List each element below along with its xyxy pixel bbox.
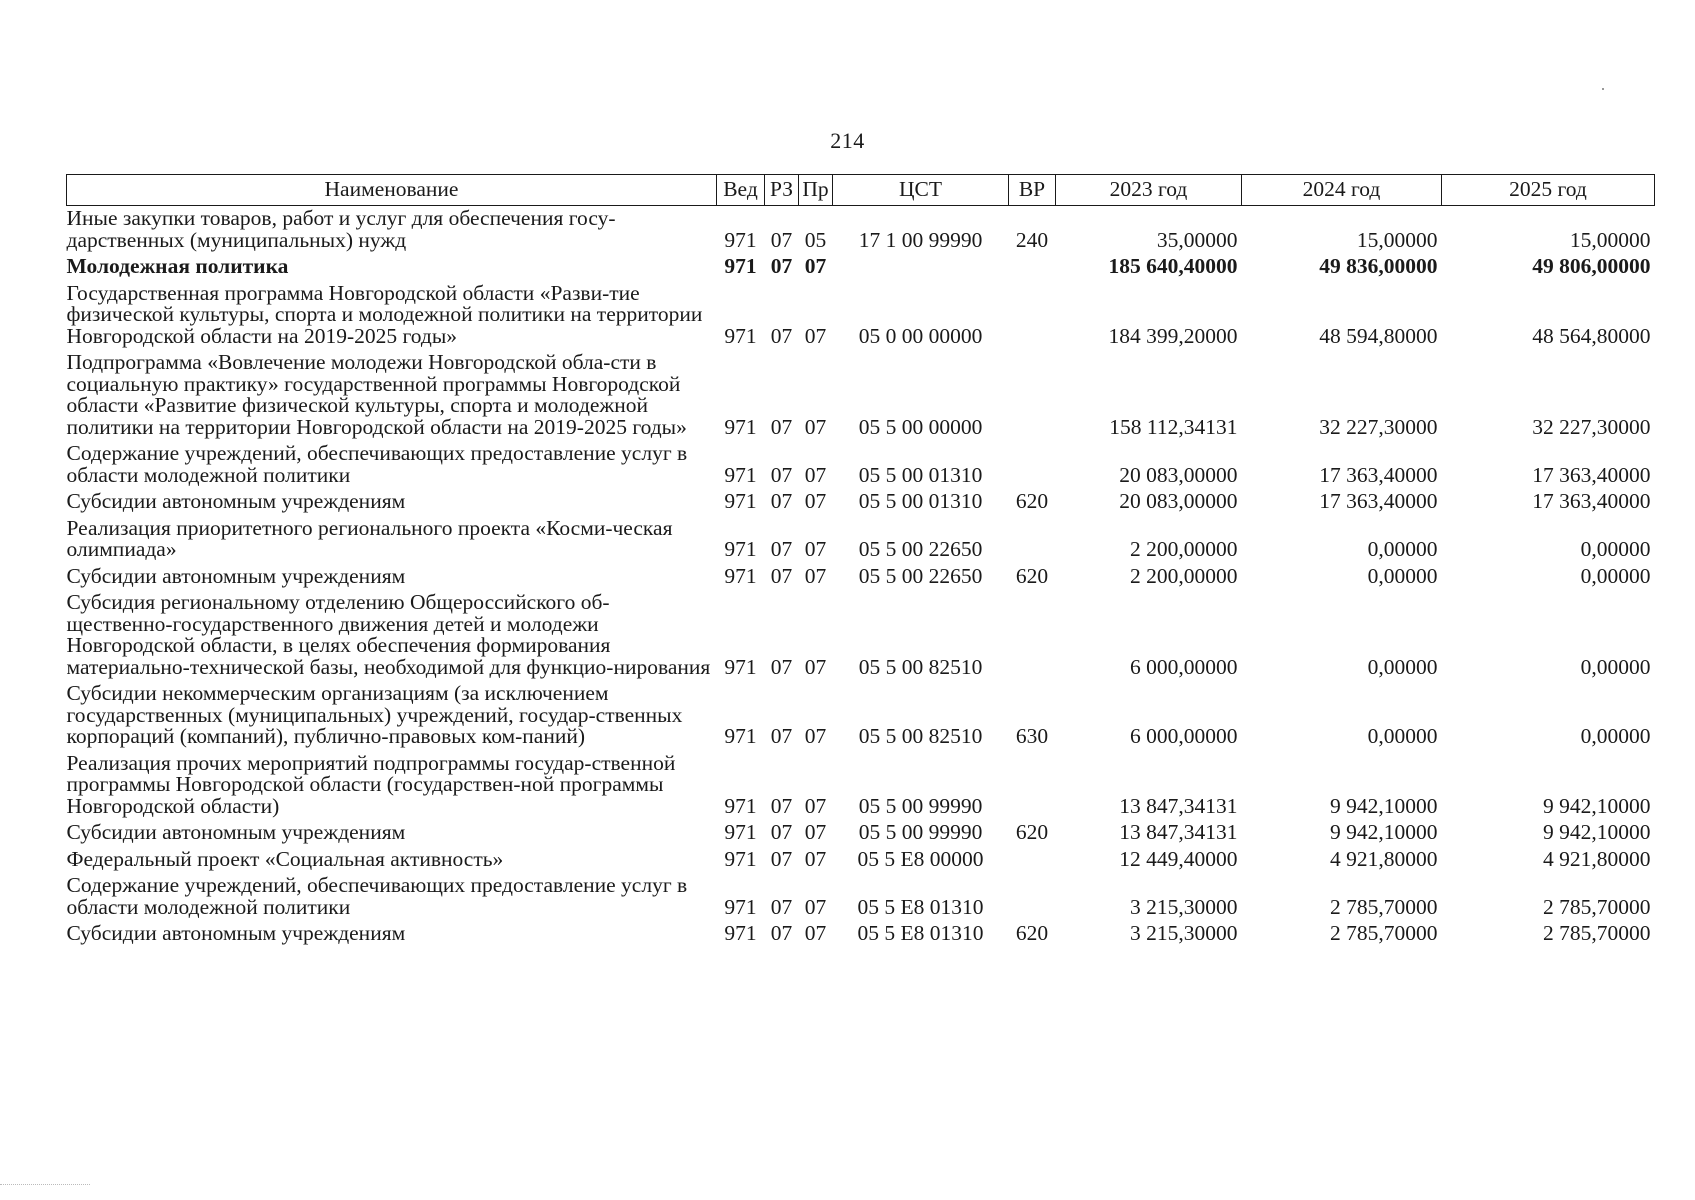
row-cst: 05 5 00 00000 (858, 414, 983, 439)
header-2024: 2024 год (1242, 175, 1442, 206)
table-row (67, 873, 1655, 921)
row-ved: 971 (724, 462, 757, 487)
table-row (67, 254, 1655, 281)
row-pr: 07 (804, 793, 827, 818)
row-amount-2023: 20 083,00000 (1119, 489, 1238, 513)
budget-table (66, 174, 1655, 948)
row-amount-2024: 0,00000 (1367, 537, 1438, 561)
row-pr: 07 (804, 537, 827, 561)
row-ved: 971 (724, 724, 757, 748)
row-name: Содержание учреждений, обеспечивающих предоставление услуг в области молодежной политики (66, 441, 688, 487)
row-amount-2025: 2 785,70000 (1543, 921, 1651, 945)
row-rz: 07 (770, 793, 793, 818)
table-row (67, 564, 1655, 591)
row-amount-2025: 9 942,10000 (1543, 793, 1651, 818)
table-row (67, 350, 1655, 441)
row-name: Молодежная политика (66, 254, 289, 278)
row-ved: 971 (724, 820, 757, 844)
row-pr: 07 (804, 323, 827, 348)
row-pr: 07 (804, 462, 827, 487)
row-pr: 07 (804, 563, 827, 588)
row-amount-2023: 13 847,34131 (1119, 793, 1238, 818)
row-name: Федеральный проект «Социальная активность» (66, 846, 504, 871)
row-vr: 620 (1015, 489, 1049, 513)
header-2025: 2025 год (1442, 175, 1655, 206)
row-rz: 07 (770, 414, 793, 439)
row-ved: 971 (724, 894, 757, 919)
row-name: Субсидии автономным учреждениям (66, 820, 406, 844)
row-amount-2024: 9 942,10000 (1330, 793, 1438, 818)
row-rz: 07 (770, 489, 793, 513)
header-rz: РЗ (765, 175, 799, 206)
row-cst (833, 254, 1009, 281)
row-vr: 620 (1015, 820, 1049, 844)
row-amount-2024: 2 785,70000 (1330, 921, 1438, 945)
row-ved: 971 (724, 846, 757, 871)
row-cst: 05 5 00 22650 (858, 563, 983, 588)
row-vr (1009, 590, 1056, 681)
row-name: Иные закупки товаров, работ и услуг для обеспечения госу-дарственных (муниципальных) нужд (66, 206, 616, 252)
row-vr (1009, 281, 1056, 351)
row-amount-2023: 185 640,40000 (1108, 254, 1238, 278)
table-row (67, 681, 1655, 751)
row-name: Государственная программа Новгородской области «Разви-тие физической культуры, спорта и молодежной политики на территории Новгородской области на 2019-2025 годы» (66, 280, 703, 348)
row-amount-2024: 17 363,40000 (1319, 462, 1438, 487)
row-name: Субсидии автономным учреждениям (66, 489, 406, 513)
row-cst: 05 5 00 99990 (858, 793, 983, 818)
row-vr (1009, 847, 1056, 874)
row-ved: 971 (724, 489, 757, 513)
row-amount-2024: 17 363,40000 (1319, 489, 1438, 513)
row-amount-2023: 13 847,34131 (1119, 820, 1238, 844)
row-vr (1009, 441, 1056, 489)
row-cst: 05 5 00 82510 (858, 724, 983, 748)
row-amount-2024: 9 942,10000 (1330, 820, 1438, 844)
row-pr: 07 (804, 254, 827, 278)
row-pr: 07 (804, 414, 827, 439)
row-vr (1009, 254, 1056, 281)
row-pr: 07 (804, 654, 827, 679)
row-name: Субсидии автономным учреждениям (66, 921, 406, 945)
row-amount-2025: 49 806,00000 (1532, 254, 1651, 278)
row-ved: 971 (724, 654, 757, 679)
row-vr (1009, 873, 1056, 921)
row-amount-2025: 2 785,70000 (1543, 894, 1651, 919)
row-amount-2023: 158 112,34131 (1109, 414, 1238, 439)
row-amount-2023: 12 449,40000 (1119, 846, 1238, 871)
row-amount-2024: 0,00000 (1367, 563, 1438, 588)
table-row (67, 751, 1655, 821)
row-amount-2025: 0,00000 (1580, 654, 1651, 679)
row-name: Субсидии автономным учреждениям (66, 563, 406, 588)
row-rz: 07 (770, 563, 793, 588)
row-amount-2025: 4 921,80000 (1543, 846, 1651, 871)
row-amount-2024: 4 921,80000 (1330, 846, 1438, 871)
row-ved: 971 (724, 921, 757, 945)
row-cst: 05 5 00 01310 (858, 489, 983, 513)
row-cst: 05 5 00 99990 (858, 820, 983, 844)
row-amount-2023: 2 200,00000 (1130, 563, 1238, 588)
row-pr: 05 (804, 227, 827, 252)
row-ved: 971 (724, 414, 757, 439)
row-amount-2024: 0,00000 (1367, 724, 1438, 748)
row-amount-2024: 2 785,70000 (1330, 894, 1438, 919)
row-amount-2024: 0,00000 (1367, 654, 1438, 679)
row-amount-2024: 32 227,30000 (1319, 414, 1438, 439)
row-vr (1009, 751, 1056, 821)
table-header (67, 175, 1655, 206)
row-amount-2025: 0,00000 (1580, 537, 1651, 561)
row-amount-2025: 15,00000 (1569, 227, 1651, 252)
row-name: Реализация приоритетного регионального проекта «Косми-ческая олимпиада» (66, 515, 673, 561)
row-ved: 971 (724, 227, 757, 252)
row-ved: 971 (724, 563, 757, 588)
row-amount-2023: 20 083,00000 (1119, 462, 1238, 487)
row-vr: 620 (1015, 921, 1049, 945)
row-pr: 07 (804, 921, 827, 945)
row-name: Реализация прочих мероприятий подпрограммы государ-ственной программы Новгородской области (государствен-ной программы Новгородской области) (66, 750, 676, 818)
header-vr: ВР (1009, 175, 1056, 206)
row-rz: 07 (770, 846, 793, 871)
row-cst: 05 5 00 82510 (858, 654, 983, 679)
row-pr: 07 (804, 724, 827, 748)
table-row (67, 590, 1655, 681)
row-pr: 07 (804, 489, 827, 513)
row-amount-2023: 6 000,00000 (1130, 724, 1238, 748)
row-rz: 07 (770, 537, 793, 561)
row-amount-2025: 17 363,40000 (1532, 462, 1651, 487)
row-amount-2023: 3 215,30000 (1130, 921, 1238, 945)
row-name: Содержание учреждений, обеспечивающих предоставление услуг в области молодежной политики (66, 873, 688, 919)
row-amount-2023: 3 215,30000 (1130, 894, 1238, 919)
row-cst: 05 5 E8 01310 (857, 921, 984, 945)
row-amount-2025: 48 564,80000 (1532, 323, 1651, 348)
row-rz: 07 (770, 227, 793, 252)
row-rz: 07 (770, 724, 793, 748)
row-pr: 07 (804, 846, 827, 871)
row-amount-2025: 9 942,10000 (1543, 820, 1651, 844)
table-row (67, 281, 1655, 351)
row-amount-2025: 0,00000 (1580, 724, 1651, 748)
row-cst: 05 0 00 00000 (858, 323, 983, 348)
row-vr: 630 (1015, 724, 1049, 748)
row-cst: 05 5 E8 00000 (857, 846, 984, 871)
row-pr: 07 (804, 820, 827, 844)
row-ved: 971 (724, 793, 757, 818)
row-amount-2023: 6 000,00000 (1130, 654, 1238, 679)
table-row (67, 516, 1655, 564)
row-rz: 07 (770, 323, 793, 348)
row-amount-2024: 48 594,80000 (1319, 323, 1438, 348)
row-ved: 971 (724, 537, 757, 561)
table-row (67, 847, 1655, 874)
row-name: Субсидия региональному отделению Общероссийского об-щественно-государственного движения детей и молодежи Новгородской области, в целях обеспечения формирования материально-технической базы, необходимой для функцио-нирования (66, 590, 711, 679)
row-pr: 07 (804, 894, 827, 919)
row-rz: 07 (770, 654, 793, 679)
row-name: Субсидии некоммерческим организациям (за исключением государственных (муниципальных) учреждений, государ-ственных корпораций (компаний), публично-правовых ком-паний) (66, 681, 683, 748)
table-row (67, 489, 1655, 516)
row-vr (1009, 350, 1056, 441)
scan-dot-mark (1602, 88, 1604, 90)
row-ved: 971 (724, 323, 757, 348)
row-ved: 971 (724, 254, 757, 278)
row-amount-2025: 0,00000 (1580, 563, 1651, 588)
row-rz: 07 (770, 254, 793, 278)
row-amount-2024: 15,00000 (1356, 227, 1438, 252)
row-rz: 07 (770, 462, 793, 487)
row-amount-2023: 35,00000 (1156, 227, 1238, 252)
header-2023: 2023 год (1056, 175, 1242, 206)
row-cst: 05 5 E8 01310 (857, 894, 984, 919)
row-rz: 07 (770, 820, 793, 844)
row-amount-2023: 184 399,20000 (1108, 323, 1238, 348)
header-row (67, 175, 1655, 206)
row-name: Подпрограмма «Вовлечение молодежи Новгородской обла-сти в социальную практику» государственной программы Новгородской области «Развитие физической культуры, спорта и молодежной политики на территории Новгородской области на 2019-2025 годы» (66, 350, 687, 439)
header-ved: Вед (717, 175, 765, 206)
table-row (67, 206, 1655, 255)
header-pr: Пр (799, 175, 833, 206)
row-amount-2024: 49 836,00000 (1319, 254, 1438, 278)
row-cst: 17 1 00 99990 (858, 227, 983, 252)
page-number: 214 (830, 128, 865, 153)
row-vr: 240 (1015, 227, 1049, 252)
table-row (67, 921, 1655, 948)
row-rz: 07 (770, 894, 793, 919)
row-rz: 07 (770, 921, 793, 945)
row-amount-2023: 2 200,00000 (1130, 537, 1238, 561)
header-name: Наименование (67, 175, 717, 206)
row-amount-2025: 32 227,30000 (1532, 414, 1651, 439)
row-cst: 05 5 00 22650 (858, 537, 983, 561)
scan-footer-mark (0, 1184, 90, 1186)
row-vr (1009, 516, 1056, 564)
row-vr: 620 (1015, 563, 1049, 588)
table-row (67, 441, 1655, 489)
row-cst: 05 5 00 01310 (858, 462, 983, 487)
table-row (67, 820, 1655, 847)
table-body (67, 206, 1655, 948)
header-cst: ЦСТ (833, 175, 1009, 206)
row-amount-2025: 17 363,40000 (1532, 489, 1651, 513)
